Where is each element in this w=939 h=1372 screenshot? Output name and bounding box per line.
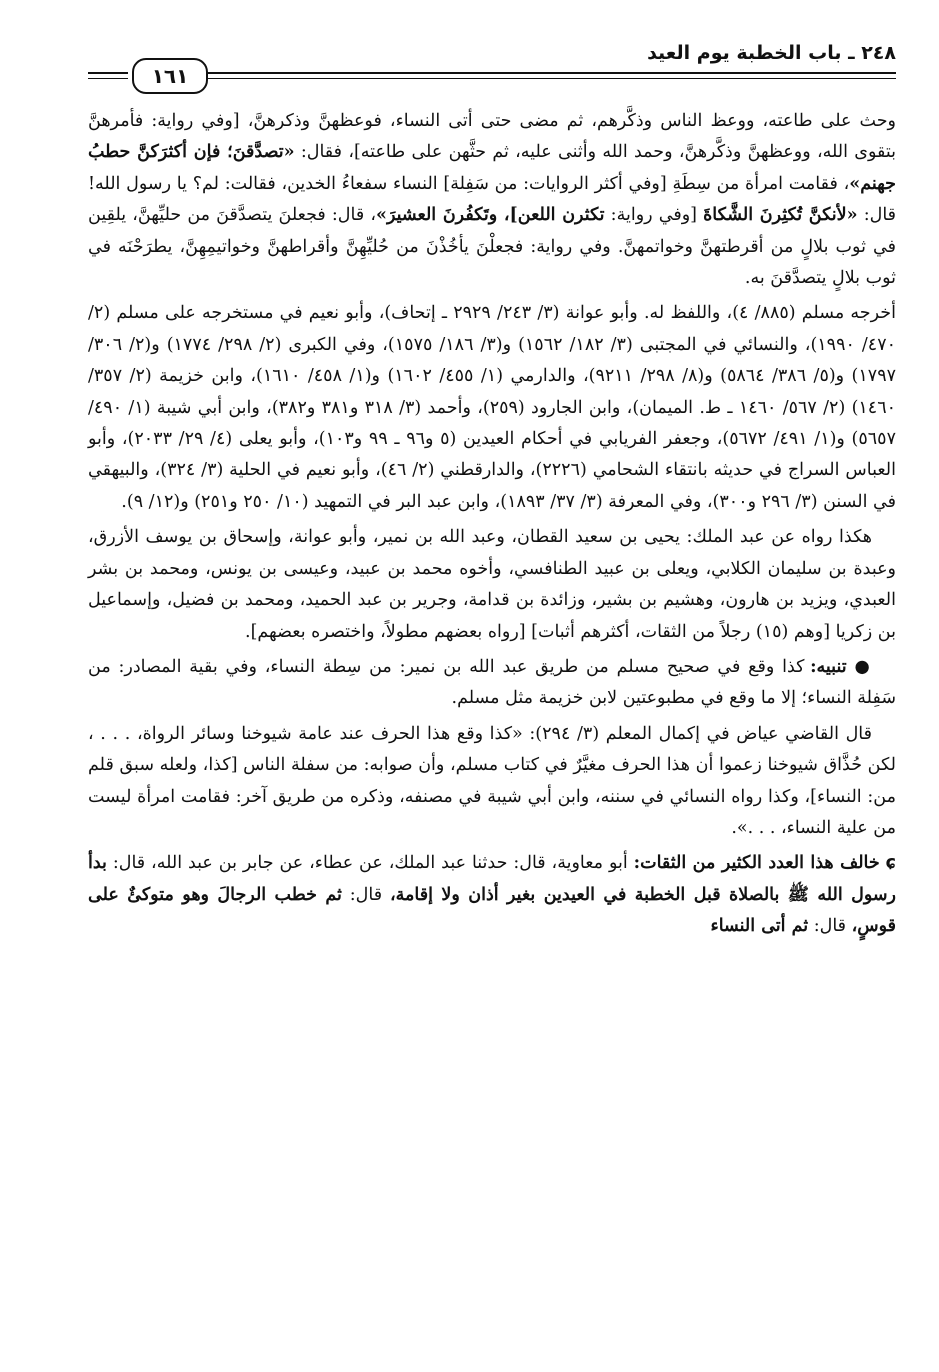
text-run: ، قال: فجعلنَ يتصدَّقنَ من حليِّهنَّ، يلقِين في ثوب بلالٍ من أقرطتهنَّ وخواتمهنَّ. وفي رواية: فجعلْنَ يأخُذْنَ من حُليِّهِنَّ وأقراطهنَّ وخواتيمِهِنَّ، يطرَحْنَه في ثوب بلالٍ يتصدَّقنَ به. <box>88 205 896 289</box>
hadith-quote: ثم أتى النساء <box>710 916 809 937</box>
hadith-quote: بدأ رسول الله ﷺ بالصلاة قبل الخطبة في العيدين بغير أذان ولا إقامة، <box>88 853 897 905</box>
text-run: قال: <box>808 916 852 937</box>
header-rule <box>208 72 896 74</box>
text-run: أبو معاوية، قال: حدثنا عبد الملك، عن عطاء، عن جابر بن عبد الله، قال: <box>106 853 634 874</box>
page-number: ١٦١ <box>132 58 208 94</box>
contrary-label: خالف هذا العدد الكثير من الثقات: <box>633 853 880 874</box>
note-paragraph <box>88 652 896 715</box>
text-run: قال: <box>341 884 390 905</box>
takhrij-paragraph: أخرجه مسلم (٨٨٥/ ٤)، واللفظ له. وأبو عوانة (٣/ ٢٤٣/ ٢٩٢٩ ـ إتحاف)، وأبو نعيم في مستخرجه على مسلم (٢/ ٤٧٠/ ١٩٩٠)، والنسائي في المجتبى (٣/ ١٨٢/ ١٥٦٢) و(٣/ ١٨٦/ ١٥٧٥)، وفي الكبرى (٢/ ٢٩٨/ ١٧٧٤) و(٢/ ٣٠٦/ ١٧٩٧) و(٥/ ٣٨٦/ ٥٨٦٤) و(٨/ ٢٩٨/ ٩٢١١)، والدارمي (١/ ٤٥٥/ ١٦٠٢) و(١/ ٤٥٨/ ١٦١٠)، وابن خزيمة (٢/ ٣٥٧/ ١٤٦٠) (٢/ ٥٦٧/ ١٤٦٠ ـ ط. الميمان)، وابن الجارود (٢٥٩)، وأحمد (٣/ ٣١٨ و٣٨١ و٣٨٢)، وابن أبي شيبة (١/ ٤٩٠/ ٥٦٥٧) و(١/ ٤٩١/ ٥٦٧٢)، وجعفر الفريابي في أحكام العيدين (٥ و٩٦ ـ ٩٩ و١٠٣)، وأبو يعلى (٤/ ٢٩/ ٢٠٣٣)، وأبو العباس السراج في حديثه بانتقاء الشحامي (٢٢٢٦)، والدارقطني (٢/ ٤٦)، وأبو نعيم في الحلية (٣/ ٣٢٤)، والبيهقي في السنن (٣/ ٢٩٦ و٣٠٠)، وفي المعرفة (٣/ ٣٧/ ١٨٩٣)، وابن عبد البر في التمهيد (١٠/ ٢٥٠ و٢٥١) و(١٢/ ٩). <box>88 303 896 512</box>
prophet-quote: تكثرن اللعن]، وتَكفُرنَ العشيرَ» <box>376 205 605 226</box>
header-rule <box>208 78 896 79</box>
hadith-text <box>88 106 896 294</box>
header-rule <box>88 72 128 74</box>
qadi-iyad-paragraph: قال القاضي عياض في إكمال المعلم (٣/ ٢٩٤): «كذا وقع هذا الحرف عند عامة شيوخنا وسائر الرواة، . . . ، لكن حُذَّاق شيوخنا زعموا أن هذا الحرف مغيَّرٌ في كتاب مسلم، وأن صوابه: من سفلة الناس [كذا، ولعله سبق قلم من: النساء]، وكذا رواه النسائي في سننه، وابن أبي شيبة في مصنفه، وذكره من طريق آخر: فقامت امرأة ليست من علية النساء، . . .». <box>88 723 896 838</box>
bullet-icon: ● <box>854 656 872 677</box>
header-rule <box>88 78 128 79</box>
contrary-paragraph <box>88 848 896 942</box>
text-run: كذا وقع في صحيح مسلم من طريق عبد الله بن نمير: من سِطة النساء، وفي بقية المصادر: من سَفِلة النساء؛ إلا ما وقع في مطبوعتين لابن خزيمة مثل مسلم. <box>88 656 896 709</box>
prophet-quote: «تصدَّقنَ؛ فإن أكثرَكنَّ حطبُ جهنم» <box>88 142 896 194</box>
text-run: ، فقامت امرأة من سِطَةِ [وفي أكثر الروايات: من سَفِلة] النساء سفعاءُ الخدين، فقالت: لم؟ يا رسول الله! قال: <box>88 173 897 226</box>
section-marker-icon: ɕ <box>885 853 896 874</box>
note-label: تنبيه: <box>810 656 847 677</box>
prophet-quote: «لأنكنَّ تُكثِرنَ الشَّكاةَ <box>703 205 858 226</box>
text-run: وحث على طاعته، ووعظ الناس وذكَّرهم، ثم مضى حتى أتى النساء، فوعظهنَّ وذكرهنَّ، [وفي رواية: فأمرهنَّ بتقوى الله، ووعظهنَّ وذكَّرهنَّ، وحمد الله وأثنى عليه، ثم حثَّهن على طاعته]، فقال: <box>88 111 896 163</box>
text-run: [وفي رواية: <box>604 205 704 226</box>
page-header <box>88 34 896 94</box>
chapter-title: ٢٤٨ ـ باب الخطبة يوم العيد <box>647 42 896 64</box>
hadith-quote: ثم خطب الرجالَ وهو متوكئٌ على قوسٍ، <box>88 884 896 937</box>
page-body <box>88 106 896 947</box>
narrators-paragraph: هكذا رواه عن عبد الملك: يحيى بن سعيد القطان، وعبد الله بن نمير، وأبو عوانة، وإسحاق بن يوسف الأزرق، وعبدة بن سليمان الكلابي، ويعلى بن عبيد الطنافسي، وأخوه محمد بن عبيد، وعيسى بن يونس، ومحمد بن بشر العبدي، ويزيد بن هارون، وهشيم بن بشير، وزائدة بن قدامة، وجرير بن عبد الحميد، ومحمد بن فضيل، وإسماعيل بن زكريا [وهم (١٥) رجلاً من الثقات، أكثرهم أثبات] [رواه بعضهم مطولاً، واختصره بعضهم]. <box>88 527 896 642</box>
